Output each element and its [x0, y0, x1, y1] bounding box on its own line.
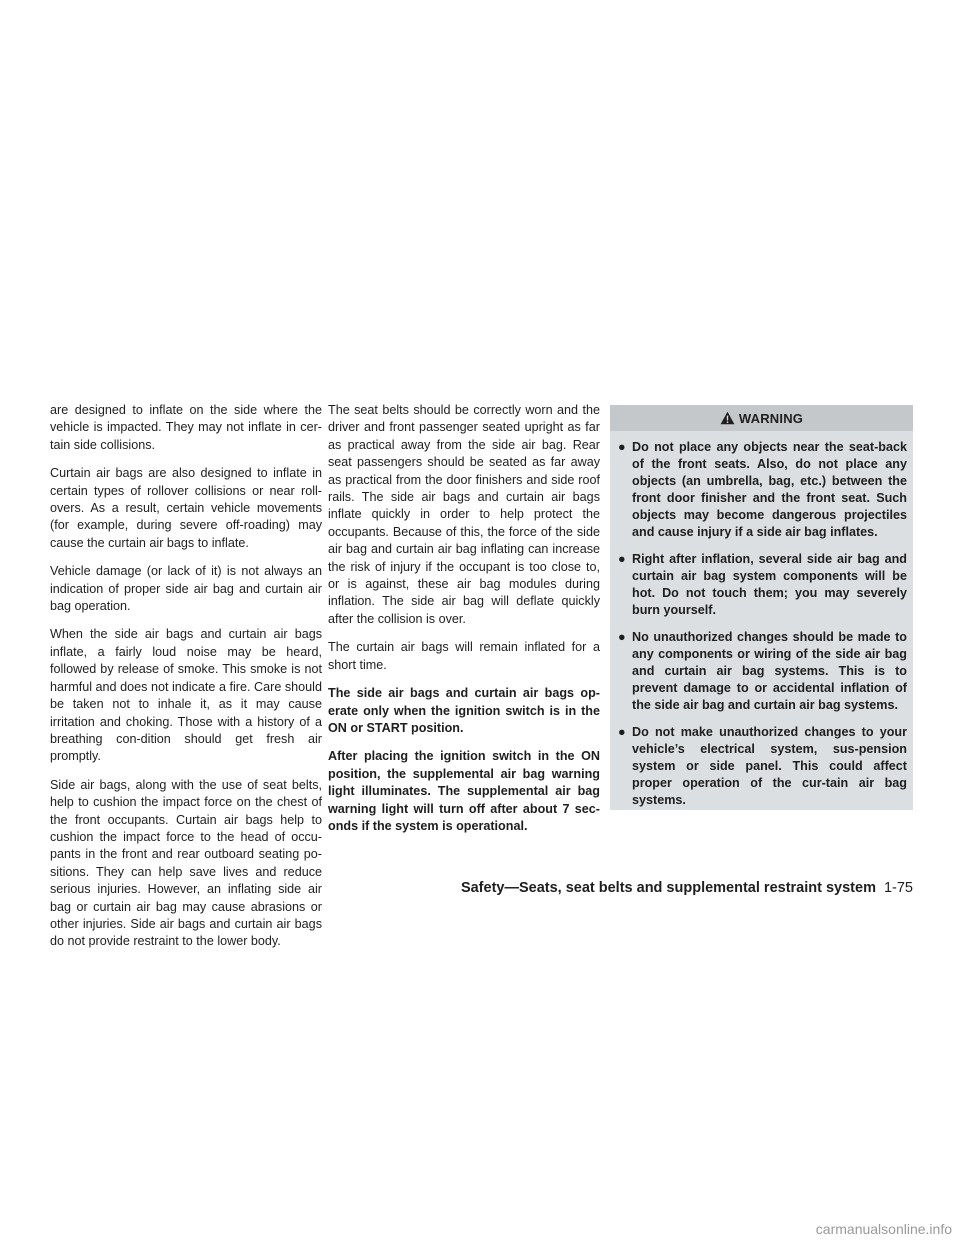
warning-item-text: Right after inflation, several side air bag and curtain air bag system components will be hot. Do not touch them; you may severely burn yourself. — [632, 552, 907, 617]
warning-box — [610, 405, 913, 810]
paragraph: Vehicle damage (or lack of it) is not always an indication of proper side air bag and curtain air bag operation. — [50, 564, 322, 614]
warning-item-text: Do not make unauthorized changes to your vehicle’s electrical system, sus-pension system or side panel. This could affect proper operation of the cur-tain air bag systems. — [632, 725, 907, 807]
warning-triangle-icon — [720, 411, 735, 425]
paragraph: Curtain air bags are also designed to inflate in certain types of rollover collisions or near roll-overs. As a result, certain vehicle movements (for example, during severe off-roading) may cause the curtain air bags to inflate. — [50, 466, 322, 550]
bullet: ● — [618, 725, 626, 739]
bold-paragraph: After placing the ignition switch in the ON position, the supplemental air bag warning light illuminates. The supplemental air bag warning light will turn off after about 7 sec-onds if the system is operational. — [328, 749, 600, 833]
paragraph: The seat belts should be correctly worn and the driver and front passenger seated upright as far as practical away from the side air bag. Rear seat passengers should be seated as far away as practical from the door finishers and side roof rails. The side air bags and curtain air bags inflate quickly in order to help protect the occupants. Because of this, the force of the side air bag and curtain air bag inflating can increase the risk of injury if the occupant is too close to, or is against, these air bag modules during inflation. The side air bag will deflate quickly after the collision is over. — [328, 403, 600, 626]
warning-item — [618, 629, 907, 714]
warning-item — [618, 724, 907, 809]
warning-item-text: No unauthorized changes should be made to any components or wiring of the side air bag and curtain air bag systems. This is to prevent damage to or accidental inflation of the side air bag and curtain air bag systems. — [632, 630, 907, 712]
warning-item-text: Do not place any objects near the seat-back of the front seats. Also, do not place any objects (an umbrella, bag, etc.) between the front door finisher and the front seat. Such objects may become dangerous projectiles and cause injury if a side air bag inflates. — [632, 440, 907, 539]
warning-item — [618, 439, 907, 541]
paragraph: When the side air bags and curtain air bags inflate, a fairly loud noise may be heard, followed by release of smoke. This smoke is not harmful and does not indicate a fire. Care should be taken not to inhale it, as it may cause irritation and choking. Those with a history of a breathing con-dition should get fresh air promptly. — [50, 627, 322, 764]
warning-title: WARNING — [738, 410, 804, 426]
text-column-left — [50, 402, 322, 962]
page-footer — [452, 880, 913, 896]
bullet: ● — [618, 630, 626, 644]
paragraph: The curtain air bags will remain inflated for a short time. — [328, 640, 600, 672]
bullet: ● — [618, 440, 626, 454]
watermark: carmanualsonline.info — [815, 1221, 952, 1237]
text-column-middle — [328, 402, 600, 846]
paragraph: Side air bags, along with the use of seat belts, help to cushion the impact force on the chest of the front occupants. Curtain air bags help to cushion the impact force to the head of occu-pants in the front and rear outboard seating po-sitions. They can help save lives and reduce serious injuries. However, an inflating side air bag or curtain air bag may cause abrasions or other injuries. Side air bags and curtain air bags do not provide restraint to the lower body. — [50, 777, 322, 949]
warning-list — [610, 431, 913, 809]
page-number: 1-75 — [883, 880, 913, 896]
warning-item — [618, 551, 907, 619]
paragraph: are designed to inflate on the side where the vehicle is impacted. They may not inflate in cer-tain side collisions. — [50, 403, 322, 452]
warning-header — [610, 405, 913, 431]
bold-paragraph: The side air bags and curtain air bags op-erate only when the ignition switch is in the ON or START position. — [328, 686, 600, 735]
bullet: ● — [618, 552, 626, 566]
section-title: Safety—Seats, seat belts and supplemental restraint system — [460, 880, 876, 896]
